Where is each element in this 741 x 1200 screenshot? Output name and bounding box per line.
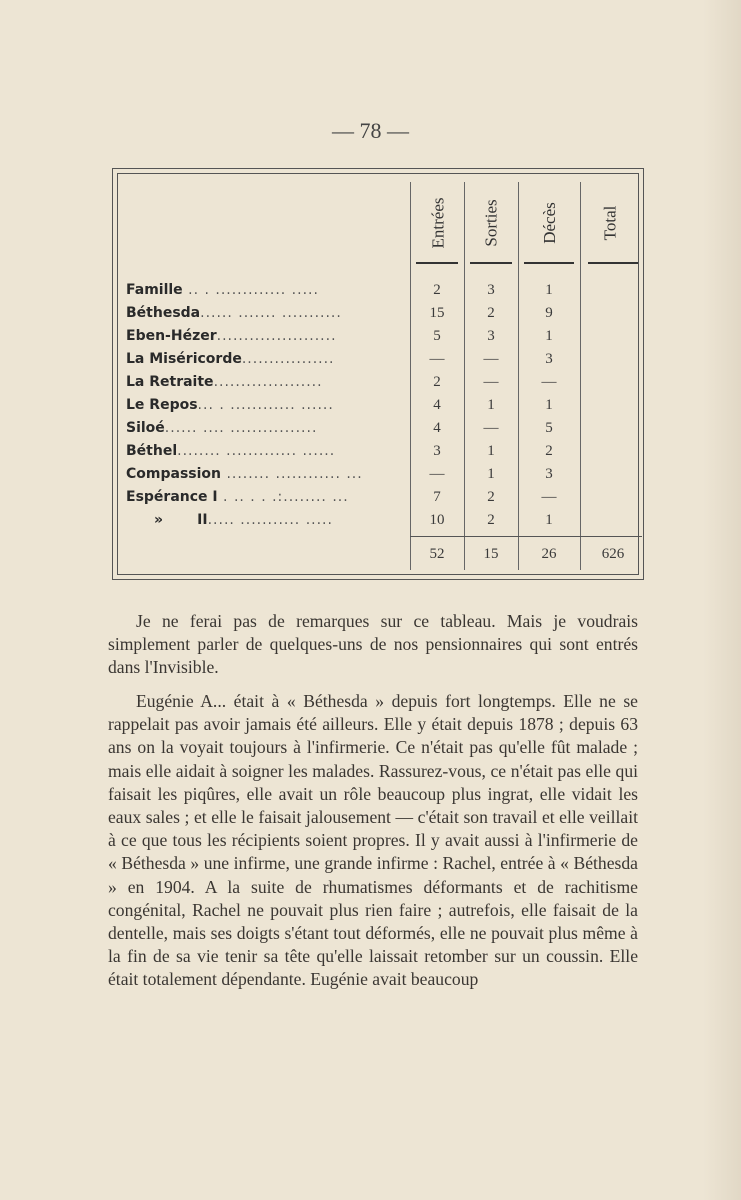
table-row xyxy=(126,466,642,488)
table-row xyxy=(126,305,642,327)
statistics-table xyxy=(112,168,644,580)
totals-row xyxy=(126,546,642,568)
leader-dots: ........ ............ ... xyxy=(221,466,363,482)
page-number: — 78 — xyxy=(332,118,409,143)
cell-entrees: 4 xyxy=(433,420,441,436)
header-rule xyxy=(470,262,512,264)
cell-deces: 5 xyxy=(545,420,553,436)
header-rule xyxy=(416,262,458,264)
cell-entrees: 4 xyxy=(433,397,441,413)
page-edge-shadow xyxy=(703,0,741,1200)
table-inner-border xyxy=(117,173,639,575)
header-rule xyxy=(588,262,638,264)
row-label: Le Repos xyxy=(126,397,198,413)
leader-dots: . .. . . .:........ ... xyxy=(217,489,349,505)
cell-deces: 1 xyxy=(545,397,553,413)
header-total: Total xyxy=(599,205,619,241)
row-label: Espérance I xyxy=(126,489,218,505)
row-label: Béthel xyxy=(126,443,178,459)
cell-sorties: — xyxy=(483,351,499,367)
cell-entrees: 3 xyxy=(433,443,441,459)
cell-sorties: — xyxy=(483,420,499,436)
leader-dots: ...... .... ................ xyxy=(164,420,318,436)
cell-deces: 1 xyxy=(545,512,553,528)
cell-deces: 1 xyxy=(545,282,553,298)
cell-deces: 9 xyxy=(545,305,553,321)
cell-sorties: 2 xyxy=(487,489,495,505)
header-deces: Décès xyxy=(540,202,559,244)
leader-dots: ... . ............ ...... xyxy=(197,397,334,413)
header-rule xyxy=(524,262,574,264)
row-label: Eben-Hézer xyxy=(126,328,217,344)
table-row xyxy=(126,374,642,396)
cell-deces: 3 xyxy=(545,351,553,367)
leader-dots: ................. xyxy=(241,351,335,367)
table-row xyxy=(126,282,642,304)
cell-sorties: 3 xyxy=(487,328,495,344)
grand-total: 626 xyxy=(601,546,625,562)
cell-sorties: 3 xyxy=(487,282,495,298)
table-row xyxy=(126,328,642,350)
leader-dots: .................... xyxy=(213,374,323,390)
table-row xyxy=(126,489,642,511)
leader-dots: ..... ........... ..... xyxy=(207,512,333,528)
cell-entrees: 15 xyxy=(429,305,445,321)
paragraph-eugenie: Eugénie A... était à « Béthesda » depuis fort longtemps. Elle ne se rappelait pas avoir jamais été ailleurs. Elle y était depuis 1878 ; depuis 63 ans on la voyait toujours à l'infirmerie. Ce n'était pas qu'elle fût malade ; mais elle aidait à soigner les malades. Rassurez-vous, ce n'était pas elle qui faisait les piqûres, elle avait un rôle beaucoup plus ingrat, elle vidait les eaux sales ; et elle le faisait jalousement — c'était son travail et elle veillait à ce que tous les récipients soient propres. Il y avait aussi à l'infirmerie de « Béthesda » une infirme, une grande infirme : Rachel, entrée à « Béthesda » en 1904. A la suite de rhumatismes déformants et de rachitisme congénital, Rachel ne pouvait plus rien faire ; autrefois, elle faisait de la dentelle, mais ses doigts s'étant tout déformés, elle ne pouvait plus même à la fin de sa vie tenir sa tête qu'elle laissait retomber sur un coussin. Elle était totalement dépendante. Eugénie avait beaucoup xyxy=(108,691,638,990)
leader-dots: .. . ............. ..... xyxy=(182,282,319,298)
header-entrees: Entrées xyxy=(428,197,448,249)
row-label: Compassion xyxy=(126,466,221,482)
cell-entrees: 2 xyxy=(433,374,441,390)
cell-deces: — xyxy=(541,489,557,505)
leader-dots: ........ ............. ...... xyxy=(177,443,336,459)
cell-sorties: 2 xyxy=(487,305,495,321)
cell-deces: 3 xyxy=(545,466,553,482)
table-row xyxy=(126,397,642,419)
cell-sorties: — xyxy=(483,374,499,390)
cell-entrees: 7 xyxy=(433,489,441,505)
cell-entrees: — xyxy=(429,466,445,482)
row-label: Béthesda xyxy=(126,305,201,321)
total-deces: 26 xyxy=(541,546,557,562)
row-label: La Retraite xyxy=(126,374,214,390)
row-label: Siloé xyxy=(126,420,165,436)
cell-entrees: 5 xyxy=(433,328,441,344)
leader-dots: ...... ....... ........... xyxy=(200,305,342,321)
total-entrees: 52 xyxy=(429,546,445,562)
leader-dots: ...................... xyxy=(216,328,337,344)
table-row xyxy=(126,512,642,534)
table-row xyxy=(126,420,642,442)
totals-rule xyxy=(410,536,642,537)
cell-entrees: 10 xyxy=(429,512,445,528)
row-label: La Miséricorde xyxy=(126,351,242,367)
cell-deces: 2 xyxy=(545,443,553,459)
row-label: Famille xyxy=(126,282,183,298)
cell-sorties: 1 xyxy=(487,443,495,459)
cell-sorties: 1 xyxy=(487,466,495,482)
total-sorties: 15 xyxy=(483,546,499,562)
cell-deces: — xyxy=(541,374,557,390)
paragraph-intro: Je ne ferai pas de remarques sur ce tableau. Mais je voudrais simplement parler de quelques-uns de nos pensionnaires qui sont entrés dans l'Invisible. xyxy=(108,611,638,678)
cell-sorties: 1 xyxy=(487,397,495,413)
row-label: » II xyxy=(154,512,208,528)
table-row xyxy=(126,351,642,373)
cell-sorties: 2 xyxy=(487,512,495,528)
cell-deces: 1 xyxy=(545,328,553,344)
cell-entrees: — xyxy=(429,351,445,367)
header-sorties: Sorties xyxy=(481,199,501,247)
cell-entrees: 2 xyxy=(433,282,441,298)
table-row xyxy=(126,443,642,465)
